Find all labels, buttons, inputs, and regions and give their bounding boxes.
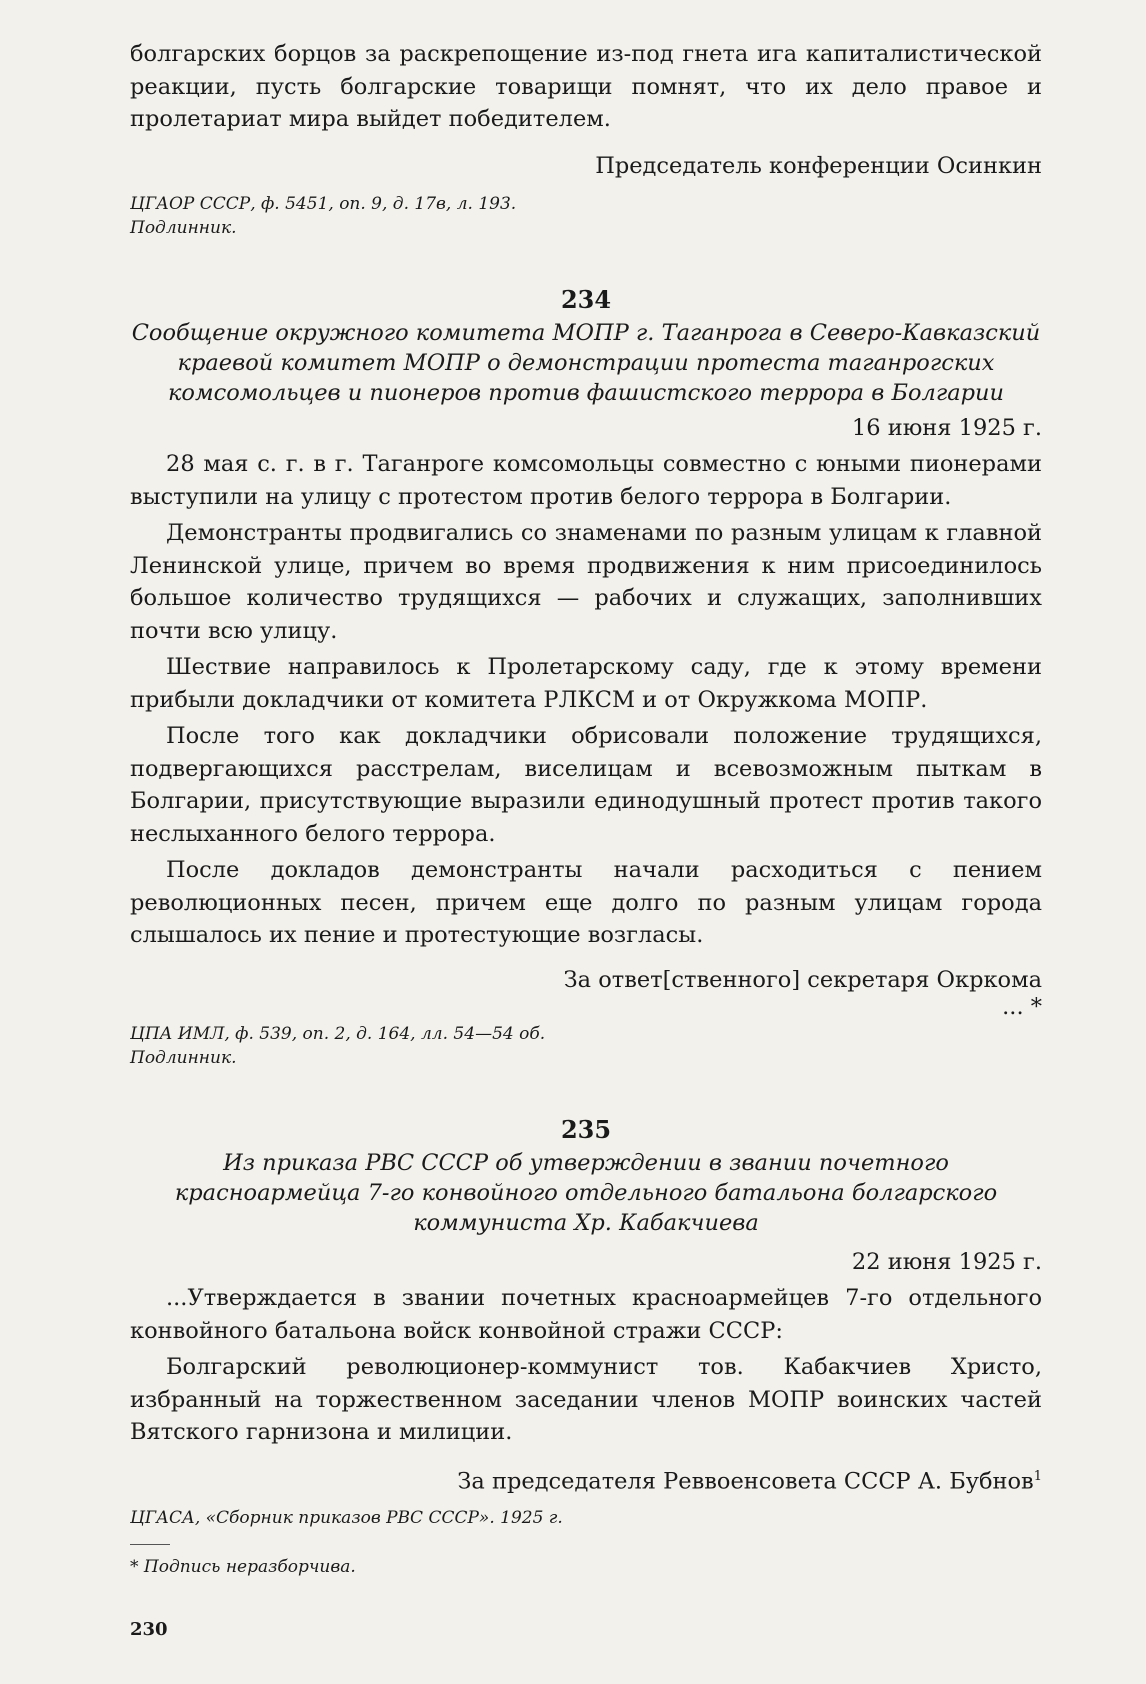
intro-source: ЦГАОР СССР, ф. 5451, оп. 9, д. 17в, л. 193. bbox=[130, 194, 517, 214]
doc-234-number: 234 bbox=[560, 285, 612, 314]
doc-234-paragraph-3: Шествие направилось к Пролетарскому саду, где к этому времени прибыли докладчики от комитета РЛКСМ и от Окружкома МОПР. bbox=[130, 654, 1042, 713]
doc-234-date: 16 июня 1925 г. bbox=[851, 415, 1042, 441]
doc-234-note: Подлинник. bbox=[130, 1048, 237, 1068]
doc-234-signature: За ответ[ственного] секретаря Окркома bbox=[563, 966, 1042, 993]
doc-235-paragraph-1: ...Утверждается в звании почетных красноармейцев 7-го отдельного конвойного батальона войск конвойной стражи СССР: bbox=[130, 1285, 1042, 1344]
doc-235-title: Из приказа РВС СССР об утверждении в звании почетного красноармейца 7-го конвойного отдельного батальона болгарского коммуниста Хр. Кабакчиева bbox=[174, 1150, 998, 1236]
doc-235-footnote-ref: 1 bbox=[1033, 1468, 1042, 1484]
doc-234-paragraph-1: 28 мая с. г. в г. Таганроге комсомольцы совместно с юными пионерами выступили на улицу с протестом против белого террора в Болгарии. bbox=[130, 451, 1042, 510]
intro-note: Подлинник. bbox=[130, 218, 237, 238]
footnote-divider bbox=[130, 1544, 170, 1545]
doc-235-source: ЦГАСА, «Сборник приказов РВС СССР». 1925 г. bbox=[130, 1507, 563, 1528]
doc-235-number: 235 bbox=[560, 1115, 612, 1144]
doc-235-signature-text: За председателя Реввоенсовета СССР А. Бубнов bbox=[457, 1468, 1034, 1494]
doc-234-signature-mark: ... * bbox=[1002, 994, 1042, 1020]
doc-234-source: ЦПА ИМЛ, ф. 539, оп. 2, д. 164, лл. 54—54 об. bbox=[130, 1024, 546, 1044]
intro-text: болгарских борцов за раскрепощение из-под гнета ига капиталистической реакции, пусть болгарские товарищи помнят, что их дело правое и пролетариат мира выйдет победителем. bbox=[130, 41, 1042, 132]
doc-235-paragraph-2: Болгарский революционер-коммунист тов. Кабакчиев Христо, избранный на торжественном заседании членов МОПР воинских частей Вятского гарнизона и милиции. bbox=[130, 1354, 1042, 1445]
doc-235-date: 22 июня 1925 г. bbox=[851, 1249, 1042, 1275]
intro-signature: Председатель конференции Осинкин bbox=[595, 152, 1042, 179]
doc-234-paragraph-2: Демонстранты продвигались со знаменами по разным улицам к главной Ленинской улице, причем во время продвижения к ним присоединилось большое количество трудящихся — рабочих и служащих, заполнивших почти всю улицу. bbox=[130, 520, 1042, 644]
page-number: 230 bbox=[130, 1618, 168, 1640]
doc-234-title: Сообщение окружного комитета МОПР г. Таганрога в Северо-Кавказский краевой комитет МОПР о демонстрации протеста таганрогских комсомольцев и пионеров против фашистского террора в Болгарии bbox=[131, 320, 1041, 406]
footnote: * Подпись неразборчива. bbox=[130, 1556, 356, 1577]
doc-234-paragraph-5: После докладов демонстранты начали расходиться с пением революционных песен, причем еще долго по разным улицам города слышалось их пение и протестующие возгласы. bbox=[130, 857, 1042, 948]
doc-235-signature bbox=[130, 1461, 1042, 1498]
doc-234-paragraph-4: После того как докладчики обрисовали положение трудящихся, подвергающихся расстрелам, виселицам и всевозможным пыткам в Болгарии, присутствующие выразили единодушный протест против такого неслыханного белого террора. bbox=[130, 723, 1042, 847]
